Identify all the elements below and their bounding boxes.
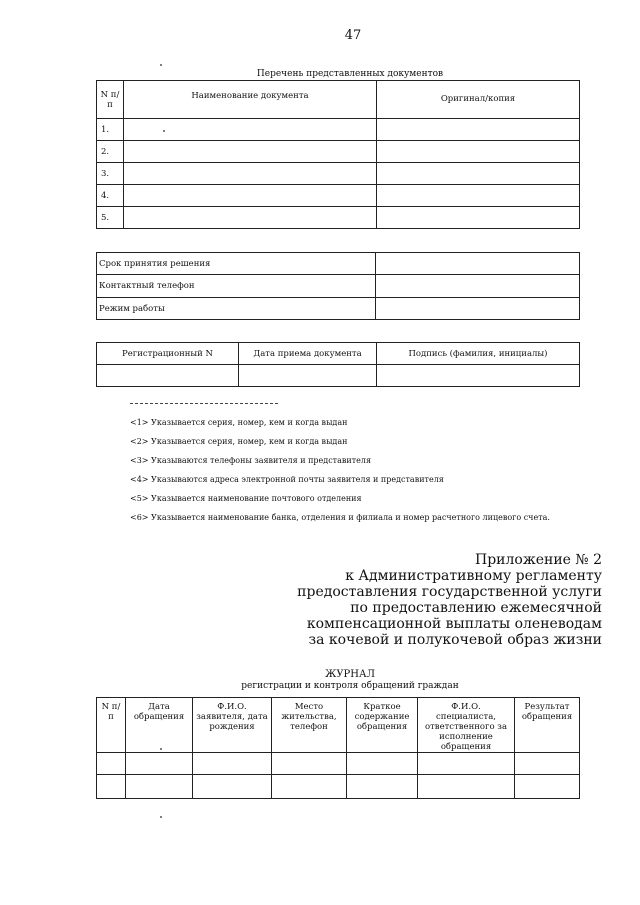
documents-list-title: Перечень представленных документов (256, 69, 444, 79)
row-number: 5. (97, 207, 124, 229)
journal-title: ЖУРНАЛ (325, 669, 375, 680)
table-cell (124, 163, 377, 185)
scan-speck (160, 748, 162, 750)
table-cell (377, 141, 580, 163)
table-cell (376, 298, 580, 320)
journal-col-residence: Место жительства, телефон (272, 698, 347, 753)
table-cell (124, 119, 377, 141)
footnote-separator (130, 403, 278, 404)
hours-label: Режим работы (97, 298, 376, 320)
table-cell (193, 775, 272, 799)
journal-col-summary: Краткое содержание обращения (347, 698, 418, 753)
footnote: <3> Указываются телефоны заявителя и представителя (130, 456, 371, 465)
table-cell (124, 207, 377, 229)
table-cell (124, 185, 377, 207)
scan-speck (160, 64, 162, 66)
journal-col-date: Дата обращения (126, 698, 193, 753)
footnote: <4> Указываются адреса электронной почты заявителя и представителя (130, 475, 444, 484)
registration-table (96, 342, 580, 387)
row-number: 1. (97, 119, 124, 141)
journal-table (96, 697, 580, 799)
row-number: 3. (97, 163, 124, 185)
col-name-header: Наименование документа (124, 81, 377, 119)
scan-speck (163, 130, 165, 132)
table-cell (97, 365, 239, 387)
phone-label: Контактный телефон (97, 275, 376, 298)
registration-number-header: Регистрационный N (97, 343, 239, 365)
table-cell (376, 253, 580, 275)
table-cell (377, 207, 580, 229)
table-cell (272, 775, 347, 799)
table-cell (377, 185, 580, 207)
table-cell (347, 775, 418, 799)
journal-subtitle: регистрации и контроля обращений граждан (241, 681, 459, 691)
row-number: 2. (97, 141, 124, 163)
appendix-line: компенсационной выплаты оленеводам (306, 616, 602, 632)
table-cell (124, 141, 377, 163)
signature-header: Подпись (фамилия, инициалы) (377, 343, 580, 365)
table-cell (347, 753, 418, 775)
journal-col-specialist: Ф.И.О. специалиста, ответственного за исполнение обращения (418, 698, 515, 753)
row-number: 4. (97, 185, 124, 207)
table-cell (126, 775, 193, 799)
appendix-line: к Административному регламенту (345, 568, 602, 584)
footnote: <1> Указывается серия, номер, кем и когда выдан (130, 418, 348, 427)
table-cell (239, 365, 377, 387)
info-table (96, 252, 580, 320)
footnote: <5> Указывается наименование почтового отделения (130, 494, 362, 503)
documents-table (96, 80, 580, 229)
table-cell (97, 775, 126, 799)
journal-col-num: N п/п (97, 698, 126, 753)
table-cell (418, 775, 515, 799)
table-cell (515, 753, 580, 775)
footnote: <6> Указывается наименование банка, отделения и филиала и номер расчетного лицевого счета. (130, 513, 550, 522)
table-cell (418, 753, 515, 775)
deadline-label: Срок принятия решения (97, 253, 376, 275)
table-cell (97, 753, 126, 775)
acceptance-date-header: Дата приема документа (239, 343, 377, 365)
table-cell (377, 365, 580, 387)
footnotes (130, 417, 550, 531)
appendix-line: Приложение № 2 (475, 552, 602, 568)
table-cell (515, 775, 580, 799)
table-cell (377, 119, 580, 141)
table-cell (376, 275, 580, 298)
scan-speck (160, 816, 162, 818)
footnote: <2> Указывается серия, номер, кем и когда выдан (130, 437, 348, 446)
table-cell (126, 753, 193, 775)
table-cell (377, 163, 580, 185)
appendix-line: по предоставлению ежемесячной (350, 600, 602, 616)
col-num-header: N п/п (97, 81, 124, 119)
journal-col-applicant: Ф.И.О. заявителя, дата рождения (193, 698, 272, 753)
appendix-heading (297, 552, 602, 648)
table-cell (272, 753, 347, 775)
col-original-header: Оригинал/копия (377, 81, 580, 119)
appendix-line: за кочевой и полукочевой образ жизни (308, 632, 602, 648)
journal-col-result: Результат обращения (515, 698, 580, 753)
appendix-line: предоставления государственной услуги (297, 584, 602, 600)
page-number: 47 (344, 28, 362, 43)
table-cell (193, 753, 272, 775)
